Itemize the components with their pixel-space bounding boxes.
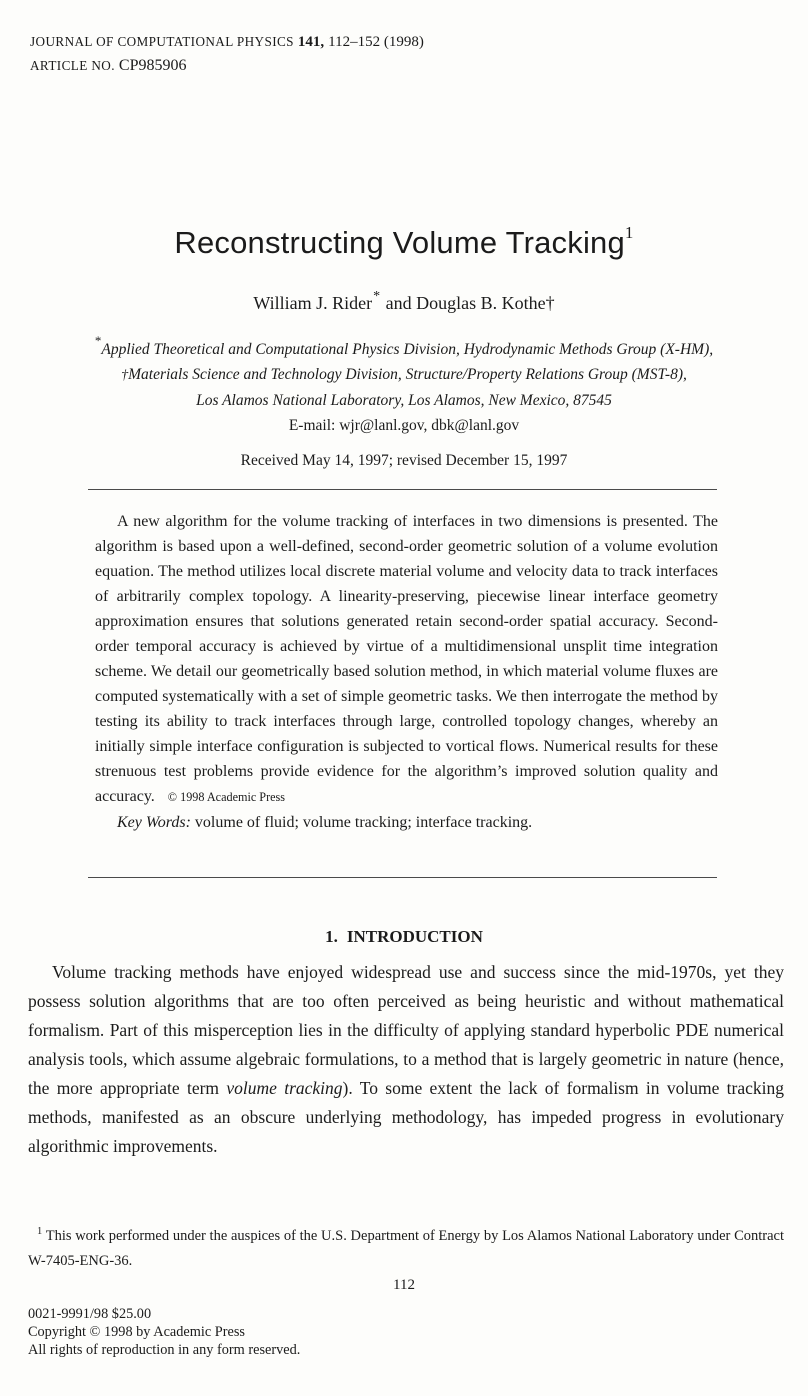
page-number: 112: [393, 1277, 415, 1293]
keywords-text: volume of fluid; volume tracking; interface tracking.: [190, 814, 533, 831]
affiliation-3: Los Alamos National Laboratory, Los Alamos, New Mexico, 87545: [196, 392, 612, 410]
byline-connector: and: [381, 293, 417, 313]
abstract-copyright: © 1998 Academic Press: [167, 790, 286, 804]
author-2: Douglas B. Kothe: [416, 293, 546, 313]
rights-line: All rights of reproduction in any form reserved.: [28, 1341, 301, 1358]
section-heading: [0, 927, 808, 947]
journal-header: [30, 30, 424, 77]
footnote-text: This work performed under the auspices of the U.S. Department of Energy by Los Alamos National Laboratory under Contract W-7405-ENG-36.: [28, 1227, 784, 1269]
section-title: INTRODUCTION: [346, 927, 483, 946]
journal-header-line2: [30, 54, 424, 77]
title-footnote-mark: 1: [624, 222, 634, 242]
paper-title-text: Reconstructing Volume Tracking: [174, 225, 625, 260]
intro-text-1: Volume tracking methods have enjoyed widespread use and success since the mid-1970s, yet they possess solution algorithms that are too often perceived as being heuristic and without mathematical formalism. Part of this misperception lies in the difficulty of applying standard hyperbolic PDE numerical analysis tools, which assume algebraic formulations, to a method that is largely geometric in nature (hence, the more appropriate term: [28, 962, 784, 1098]
journal-volume: 141,: [297, 34, 325, 50]
affiliation-1: [0, 331, 808, 362]
author-byline: [0, 291, 808, 314]
intro-paragraph: [28, 958, 784, 1161]
paper-title: [0, 222, 808, 261]
section-number: 1.: [325, 927, 338, 946]
intro-italic-term: volume tracking: [226, 1078, 343, 1098]
intro-text-2: ). To some extent the lack of formalism in volume tracking methods, manifested as an obscure underlying methodology, has impeded progress in evolutionary algorithmic improvements.: [28, 1078, 784, 1156]
article-no-value: CP985906: [118, 57, 187, 74]
abstract-bottom-rule: [88, 877, 717, 878]
keywords-line: [95, 810, 718, 835]
journal-name: JOURNAL OF COMPUTATIONAL PHYSICS: [30, 34, 294, 49]
received-line: Received May 14, 1997; revised December 15, 1997: [240, 452, 568, 469]
affiliation-2-text: Materials Science and Technology Division, Structure/Property Relations Group (MST-8),: [128, 366, 687, 384]
abstract-paragraph: [95, 509, 718, 810]
email-line: E-mail: wjr@lanl.gov, dbk@lanl.gov: [288, 417, 520, 435]
footnote-mark: 1: [37, 1226, 43, 1237]
affiliation-2-mark: †: [121, 368, 129, 384]
author-2-mark: †: [545, 293, 555, 313]
copyright-line: Copyright © 1998 by Academic Press: [28, 1323, 245, 1340]
affiliation-2: [0, 362, 808, 388]
abstract: [95, 509, 718, 835]
journal-pages: 112–152 (1998): [328, 34, 424, 50]
abstract-top-rule: [88, 489, 717, 490]
article-no-label: ARTICLE NO.: [30, 58, 115, 73]
copyright-footer: [28, 1306, 300, 1359]
journal-header-line1: [30, 30, 424, 54]
abstract-text: A new algorithm for the volume tracking of interfaces in two dimensions is presented. The algorithm is based upon a well-defined, second-order geometric solution of a volume evolution equation. The method utilizes local discrete material volume and velocity data to track interfaces of arbitrarily complex topology. A linearity-preserving, piecewise linear interface geometry approximation ensures that solutions generated retain second-order spatial accuracy. Second-order temporal accuracy is achieved by virtue of a multidimensional unsplit time integration scheme. We detail our geometrically based solution method, in which material volume fluxes are computed systematically with a set of simple geometric tasks. We then interrogate the method by testing its ability to track interfaces through large, controlled topology changes, whereby an initially simple interface configuration is subjected to vortical flows. Numerical results for these strenuous test problems provide evidence for the algorithm’s improved solution quality and accuracy.: [95, 513, 718, 805]
affiliation-1-text: Applied Theoretical and Computational Physics Division, Hydrodynamic Methods Group (X-HM),: [101, 341, 714, 359]
affiliation-1-mark: *: [94, 333, 102, 348]
keywords-label: Key Words:: [117, 814, 191, 831]
affiliations: [0, 331, 808, 438]
author-1-mark: *: [373, 289, 381, 304]
issn-price-line: 0021-9991/98 $25.00: [28, 1306, 152, 1322]
author-1: William J. Rider: [253, 293, 373, 313]
footnote: [28, 1219, 784, 1274]
